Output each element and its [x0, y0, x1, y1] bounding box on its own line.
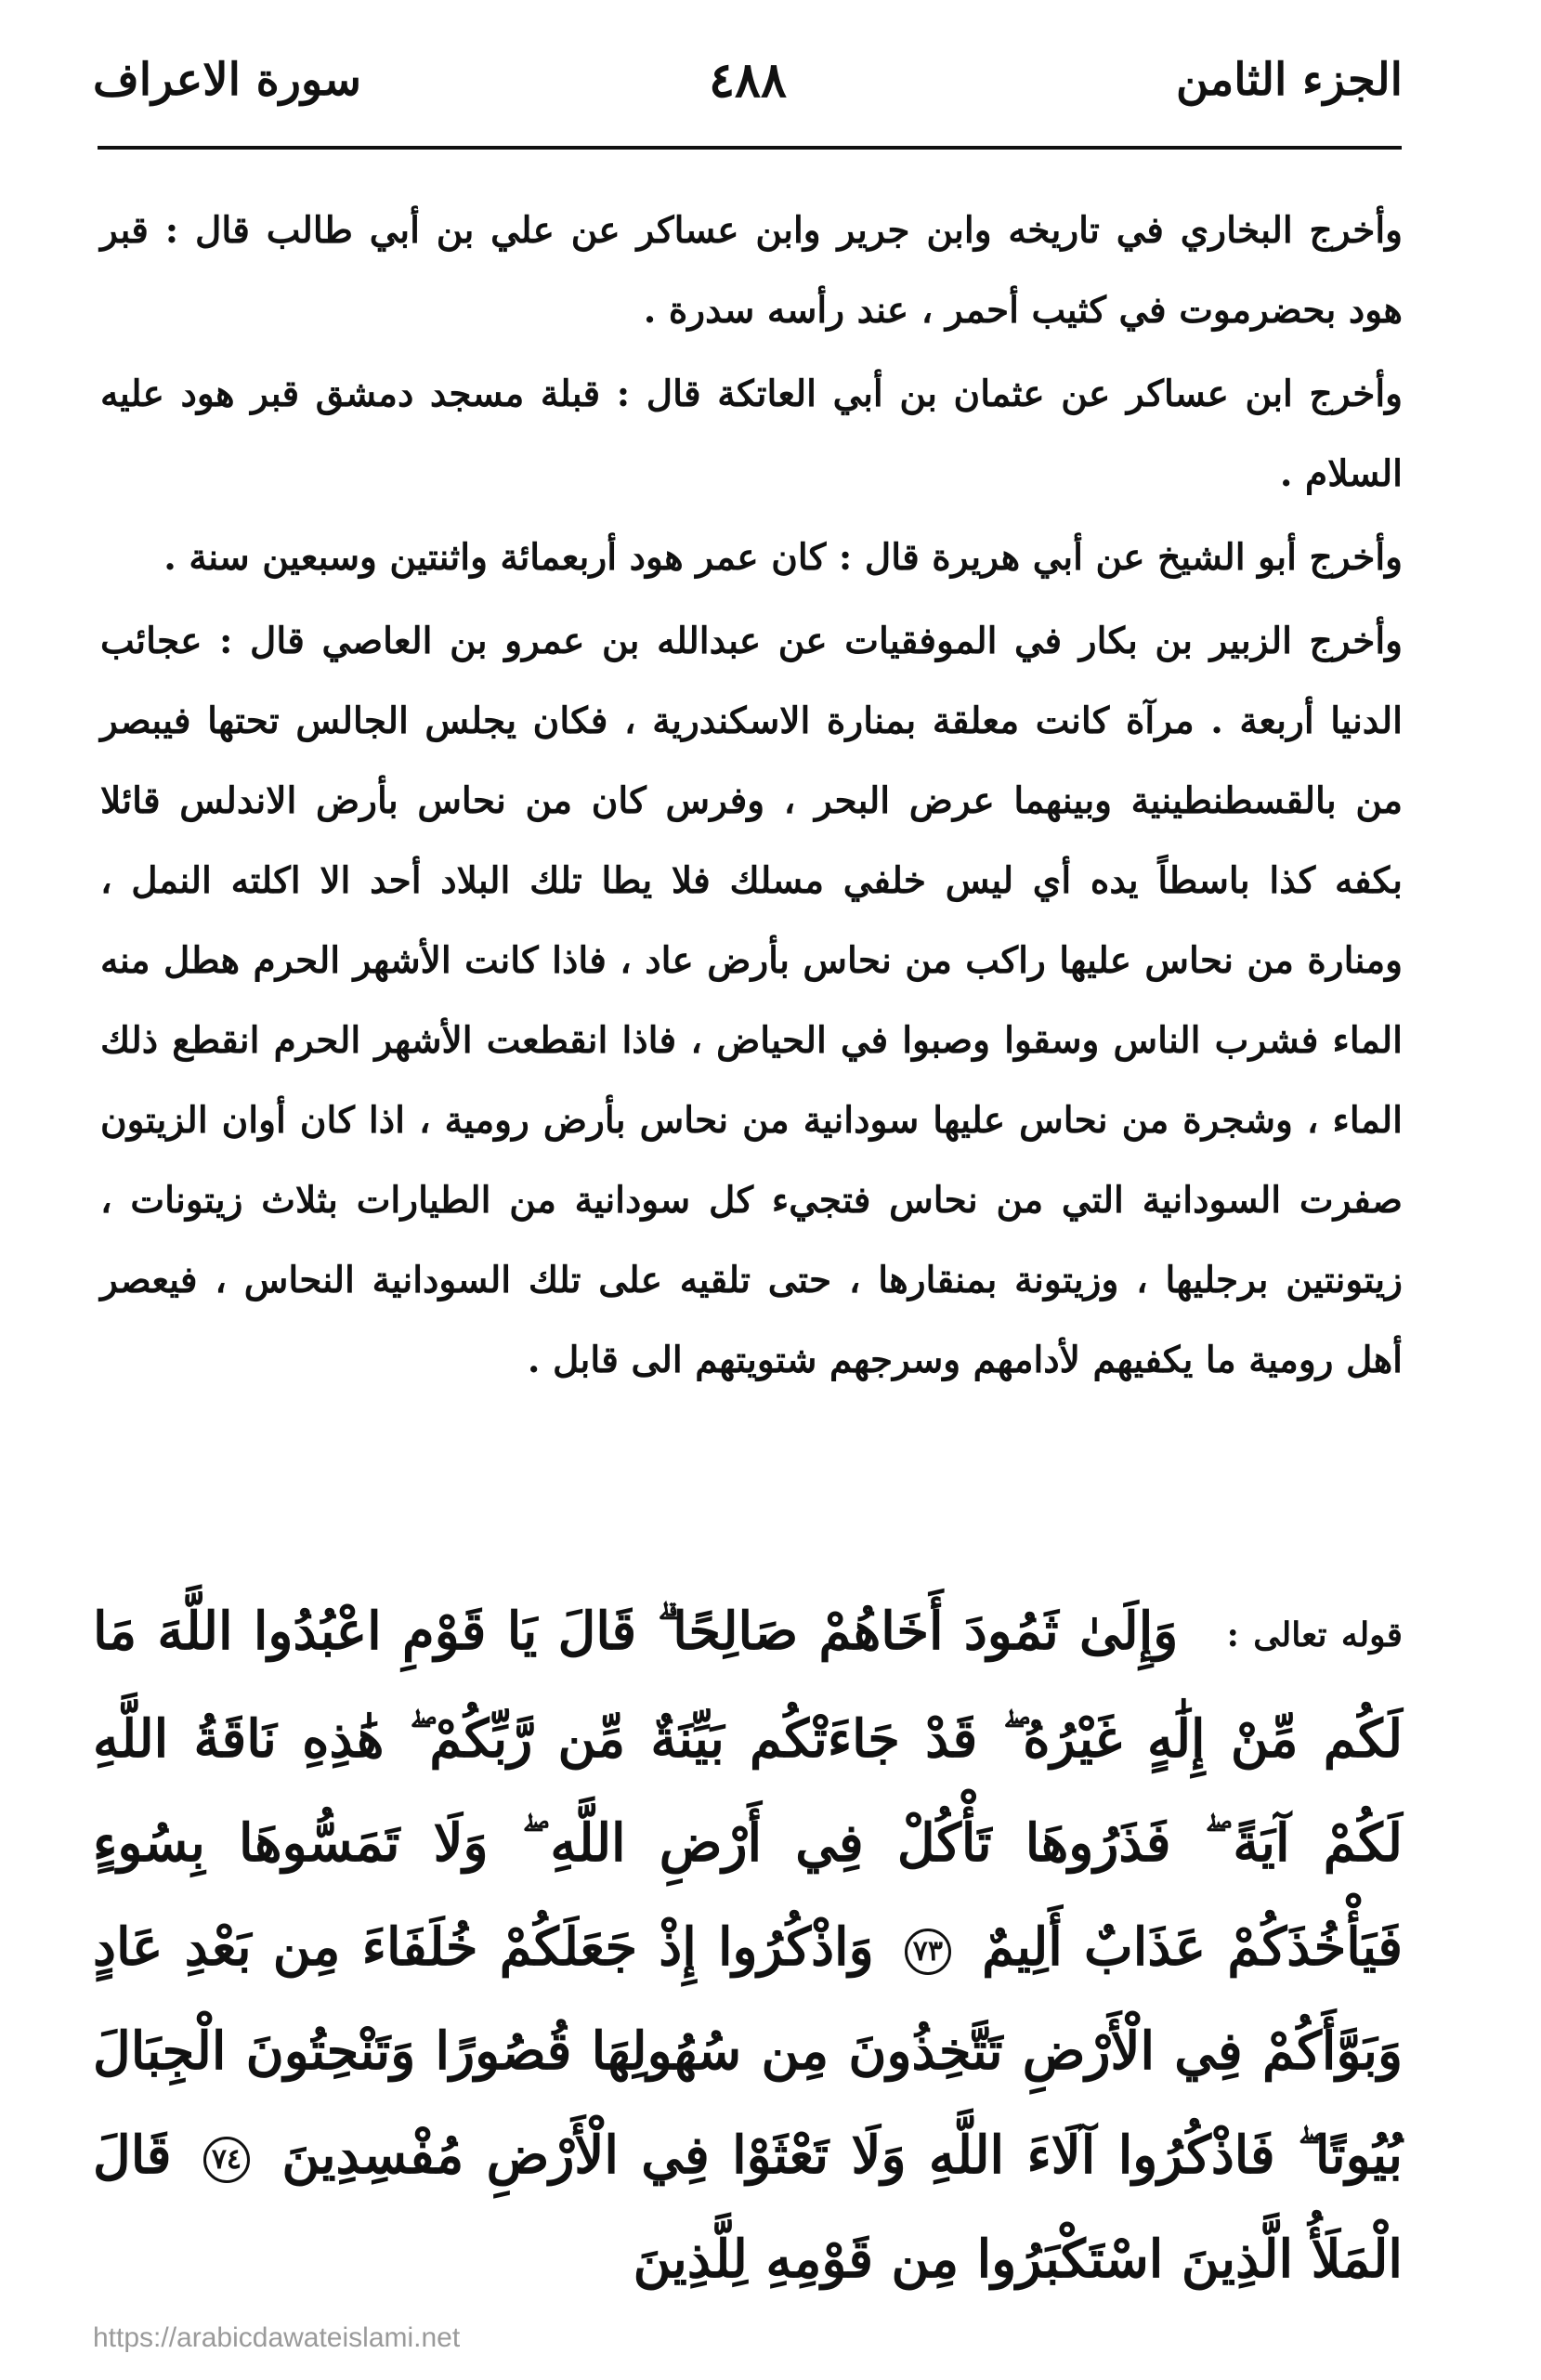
quran-section: [93, 1579, 1403, 2311]
quran-intro: قوله تعالى :: [1226, 1615, 1403, 1655]
header-divider: [98, 146, 1402, 150]
page-number: ٤٨٨: [709, 52, 787, 109]
paragraph-qabr-hud: وأخرج البخاري في تاريخه وابن جرير وابن عساكر عن علي بن أبي طالب قال : قبر هود بحضرموت في كثيب أحمر ، عند رأسه سدرة .: [100, 209, 1403, 332]
ayah-number-74: ٧٤: [203, 2137, 250, 2183]
part-label: الجزء الثامن: [1175, 54, 1403, 106]
commentary-text: [100, 190, 1403, 1404]
ayah-number-73: ٧٣: [905, 1929, 951, 1975]
verse-73: وَإِلَىٰ ثَمُودَ أَخَاهُمْ صَالِحًا ۗ قَالَ يَا قَوْمِ اعْبُدُوا اللَّهَ مَا لَكُم مِّنْ إِلَٰهٍ غَيْرُهُ ۖ قَدْ جَاءَتْكُم بَيِّنَةٌ مِّن رَّبِّكُمْ ۖ هَٰذِهِ نَاقَةُ اللَّهِ لَكُمْ آيَةً ۖ فَذَرُوهَا تَأْكُلْ فِي أَرْضِ اللَّهِ ۖ وَلَا تَمَسُّوهَا بِسُوءٍ فَيَأْخُذَكُمْ عَذَابٌ أَلِيمٌ: [93, 1601, 1404, 1979]
verse-75-start: قَالَ الْمَلَأُ الَّذِينَ اسْتَكْبَرُوا مِن قَوْمِهِ لِلَّذِينَ: [93, 2125, 1403, 2291]
paragraph-qibla-damascus: وأخرج ابن عساكر عن عثمان بن أبي العاتكة قال : قبلة مسجد دمشق قبر هود عليه السلام .: [100, 373, 1403, 495]
paragraph-age-of-hud: وأخرج أبو الشيخ عن أبي هريرة قال : كان عمر هود أربعمائة واثنتين وسبعين سنة .: [163, 536, 1403, 579]
page-header: [93, 45, 1403, 147]
verse-74: وَاذْكُرُوا إِذْ جَعَلَكُمْ خُلَفَاءَ مِن بَعْدِ عَادٍ وَبَوَّأَكُمْ فِي الْأَرْضِ تَتَّخِذُونَ مِن سُهُولِهَا قُصُورًا وَتَنْحِتُونَ الْجِبَالَ بُيُوتًا ۖ فَاذْكُرُوا آلَاءَ اللَّهِ وَلَا تَعْثَوْا فِي الْأَرْضِ مُفْسِدِينَ: [93, 1916, 1403, 2187]
surah-label: سورة الاعراف: [93, 54, 361, 106]
paragraph-wonders-of-world: وأخرج الزبير بن بكار في الموفقيات عن عبدالله بن عمرو بن العاصي قال : عجائب الدنيا أربعة . مرآة كانت معلقة بمنارة الاسكندرية ، فكان يجلس الجالس تحتها فيبصر من بالقسطنطينية وبينهما عرض البحر ، وفرس كان من نحاس بأرض الاندلس قائلا بكفه كذا باسطاً يده أي ليس خلفي مسلك فلا يطا تلك البلاد أحد الا اكلته النمل ، ومنارة من نحاس عليها راكب من نحاس بأرض عاد ، فاذا كانت الأشهر الحرم هطل منه الماء فشرب الناس وسقوا وصبوا في الحياض ، فاذا انقطعت الأشهر الحرم انقطع ذلك الماء ، وشجرة من نحاس عليها سودانية من نحاس بأرض رومية ، اذا كان أوان الزيتون صفرت السودانية التي من نحاس فتجيء كل سودانية من الطيارات بثلاث زيتونات ، زيتونتين برجليها ، وزيتونة بمنقارها ، حتى تلقيه على تلك السودانية النحاس ، فيعصر أهل رومية ما يكفيهم لأدامهم وسرجهم شتويتهم الى قابل .: [100, 620, 1403, 1381]
watermark-url: https://arabicdawateislami.net: [93, 2322, 461, 2353]
